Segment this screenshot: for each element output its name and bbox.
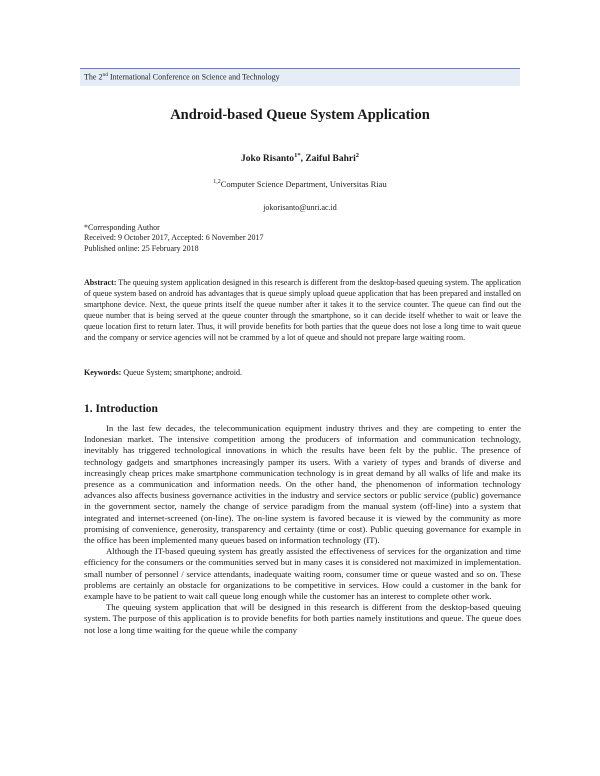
keywords: Keywords: Queue System; smartphone; android. bbox=[84, 368, 242, 377]
section-heading: 1. Introduction bbox=[84, 403, 158, 415]
author-list: Joko Risanto$^{1*}$, Zaiful Bahri$^2$ bbox=[241, 152, 359, 165]
corresponding-note: *Corresponding Author bbox=[84, 223, 160, 232]
received-dates: Received: 9 October 2017, Accepted: 6 November 2017 bbox=[84, 233, 264, 243]
paragraph: Although the IT-based queuing system has greatly assisted the effectiveness of services for the organization and time efficiency for the consumers or the communities served but in many cases it is considered not maximized in implementation. small number of personnel / service attendants, inadequate waiting room, consumer time or queue wasted and so on. These problems are certainly an obstacle for organizations to be competitive in services. How could a customer in the bank for example have to be patient to wait call queue long enough while the customer has an interest to complete other work. bbox=[84, 546, 521, 602]
paper-title: Android-based Queue System Application bbox=[170, 107, 430, 123]
author-email: jokorisanto@unri.ac.id bbox=[263, 203, 337, 212]
running-header: The 2nd International Conference on Science and Technology bbox=[84, 72, 280, 82]
published-date: Published online: 25 February 2018 bbox=[84, 243, 199, 253]
body-text bbox=[84, 423, 521, 636]
paragraph: The queuing system application that will be designed in this research is different from the desktop-based queuing system. The purpose of this application is to provide benefits for both parties namely institutions and queue. The queue does not lose a long time waiting for the queue while the company bbox=[84, 602, 521, 635]
paragraph: In the last few decades, the telecommunication equipment industry thrives and they are competing to enter the Indonesian market. The intensive competition among the producers of information and communication technology, inevitably has triggered technological innovations in which the results have been felt by the public. The presence of technology gadgets and smartphones increasingly pamper its users. With a variety of types and brands of diverse and increasingly cheap prices make smartphone communication technology is in great demand by all walks of life and make its presence as a communication and information needs. On the other hand, the phenomenon of information technology advances also affects business governance activities in the industry and service sectors or public service (public) governance in the government sector, namely the change of service paradigm from the manual system (off-line) into a system that integrated and internet-screened (on-line). The on-line system is favored because it is viewed by the community as more promising of convenience, generosity, transparency and certainty (time or cost). Public queuing governance for example in the office has been implemented many queues based on information technology (IT). bbox=[84, 423, 521, 546]
affiliation: $^{1,2}$Computer Science Department, Universitas Riau bbox=[213, 179, 387, 189]
article-meta bbox=[84, 223, 264, 254]
abstract: Abstract: The queuing system application designed in this research is different from the desktop-based queuing system. The application of queue system based on android has advantages that is queue simply upload queue application that has been prepared and installed on smartphone device. Next, the queue prints itself the queue number after it takes it to the service counter. The queue can find out the queue number that is being served at the queue counter through the smartphone, so it can decide itself whether to wait or leave the queue location first to return later. Thus, it will provide benefits for both parties that the queue does not lose a long time to wait queue and the company or service agencies will not be crammed by a lot of queue and should not prepare large waiting room. bbox=[84, 278, 521, 342]
